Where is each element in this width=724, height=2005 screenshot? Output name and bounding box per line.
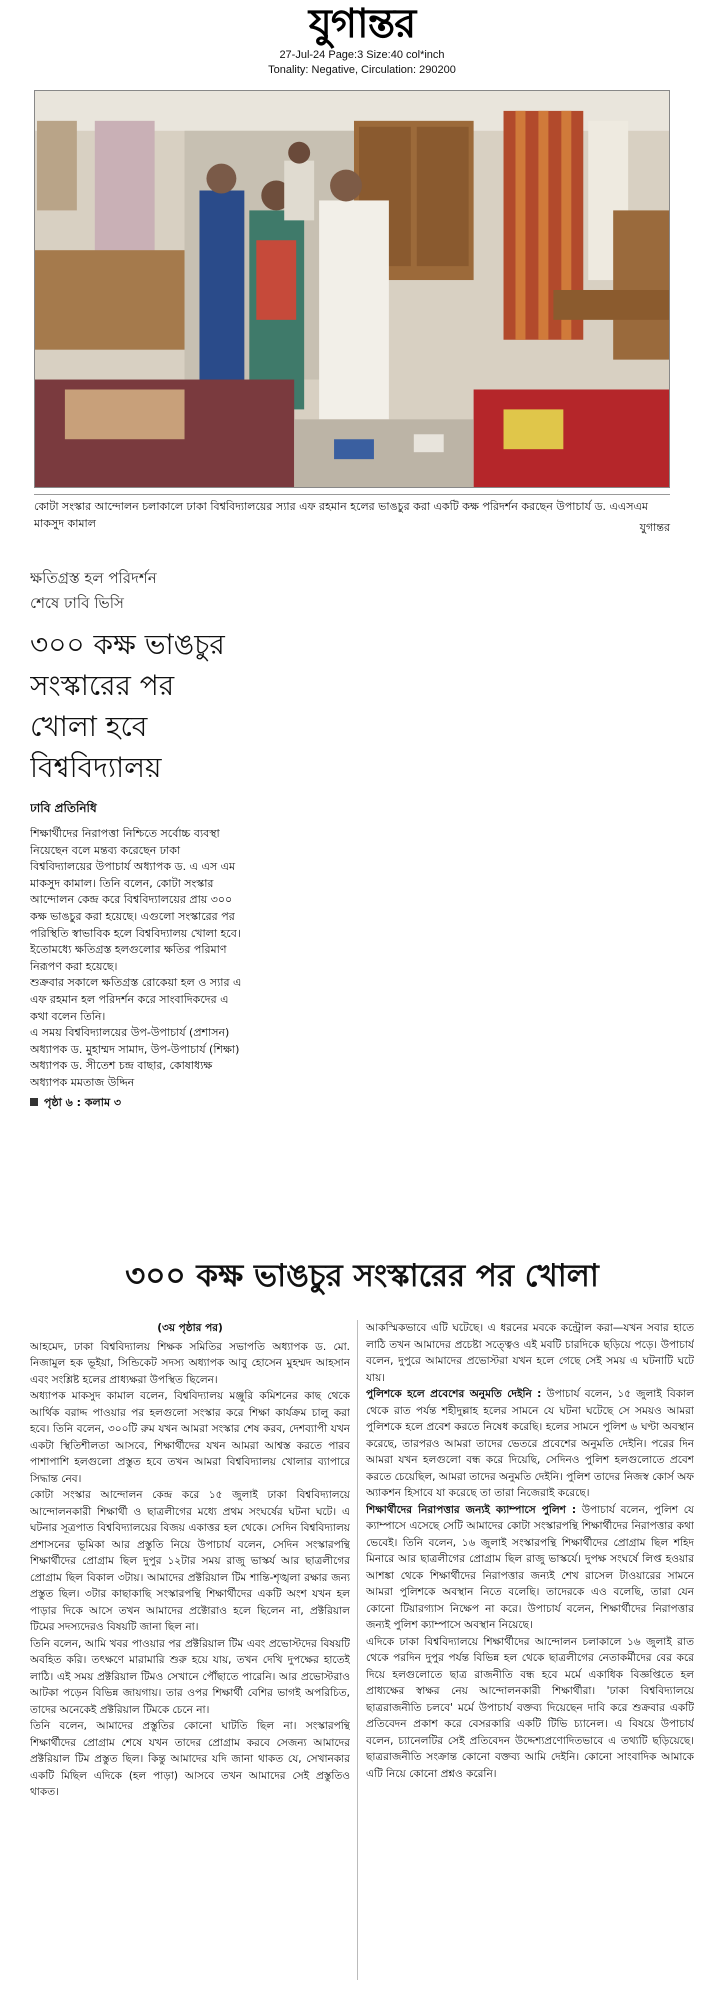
article-paragraph: আকস্মিকভাবে এটি ঘটেছে। এ ধরনের মবকে কন্ট্রোল করা—যখন সবার হাতে লাঠি তখন আমাদের প্রচেষ্টা সত্ত্বেও এই মবটি চারদিকে ছড়িয়ে পড়ে। উপাচার্য বলেন, দুপুরে আমাদের প্রভোস্টরা যখন হলে গেছে সেই সময় এ ঘটনাটি ঘটে যায়। bbox=[366, 1322, 694, 1384]
photo-caption bbox=[34, 494, 670, 546]
continuation-article bbox=[26, 1248, 698, 1998]
newspaper-logo: যুগান্তর bbox=[308, 0, 416, 47]
continued-from-ref: (৩য় পৃষ্ঠার পর) bbox=[157, 1322, 223, 1334]
article-paragraph: অধ্যাপক মাকসুদ কামাল বলেন, বিশ্ববিদ্যালয় মঞ্জুরি কমিশনের কাছ থেকে আর্থিক বরাদ্দ পাওয়ার পর হলগুলো সংস্কার করে শিক্ষা কার্যক্রম চালু করা হবে। তিনি বলেন, ৩০০টি রুম যখন আমরা সংস্কার শেষ করব, দেশব্যাপী যখন একটা স্থিতিশীলতা আসবে, শিক্ষার্থীদের যখন আমরা আশ্বস্ত করতে পারব পাশাপাশি হলগুলো প্রস্তুত হবে তখন আমরা বিশ্ববিদ্যালয় খোলার ব্যাপারে সিদ্ধান্ত নেব। bbox=[30, 1390, 350, 1485]
article-paragraph: এ সময় বিশ্ববিদ্যালয়ের উপ-উপাচার্য (প্রশাসন) অধ্যাপক ড. মুহাম্মদ সামাদ, উপ-উপাচার্য (শিক্ষা) অধ্যাপক ড. সীতেশ চন্দ্র বাছার, কোষাধ্যক্ষ অধ্যাপক মমতাজ উদ্দিন bbox=[30, 1026, 240, 1089]
article-paragraph: শিক্ষার্থীদের নিরাপত্তা নিশ্চিতে সর্বোচ্চ ব্যবস্থা নিয়েছেন বলে মন্তব্য করেছেন ঢাকা বিশ্ববিদ্যালয়ের উপাচার্য অধ্যাপক ড. এ এস এম মাকসুদ কামাল। তিনি বলেন, কোটা সংস্কার আন্দোলন কেন্দ্র করে বিশ্ববিদ্যালয়ের প্রায় ৩০০ কক্ষ ভাঙচুর করা হয়েছে। এগুলো সংস্কারের পর পরিস্থিতি স্বাভাবিক হলে বিশ্ববিদ্যালয় খোলা হবে। ইতোমধ্যে ক্ষতিগ্রস্ত হলগুলোর ক্ষতির পরিমাণ নিরূপণ করা হয়েছে। bbox=[30, 827, 241, 973]
continued-on-jump bbox=[30, 1094, 242, 1113]
article-paragraph: কোটা সংস্কার আন্দোলন কেন্দ্র করে ১৫ জুলাই ঢাকা বিশ্ববিদ্যালয়ে আন্দোলনকারী শিক্ষার্থী ও ছাত্রলীগের মধ্যে প্রথম সংঘর্ষের ঘটনা ঘটে। এ ঘটনার সূত্রপাত বিশ্ববিদ্যালয়ের বিজয় একাত্তর হল থেকে। সেদিন বিশ্ববিদ্যালয় প্রশাসনের ভূমিকা আর প্রস্তুতি নিয়ে উপাচার্য বলেন, সেদিন সংস্কারপন্থি শিক্ষার্থীদের প্রোগ্রাম ছিল দুপুর ১২টার সময় রাজু ভাস্কর্য আর ছাত্রলীগের প্রোগ্রাম ছিল বিকাল ৩টায়। আমাদের প্রক্টরিয়াল টিম শান্তি-শৃঙ্খলা রক্ষার জন্য প্রস্তুত ছিল। ৩টার কাছাকাছি সংস্কারপন্থি শিক্ষার্থীদের একটি অংশ যখন হল পাড়ার দিকে আসে তখন আমাদের প্রক্টোরাও হলে ছিলেন না, প্রক্টরিয়াল টিমের সদস্যদেরও বিষয়টি জানা ছিল না। bbox=[30, 1489, 350, 1633]
article-paragraph: আহমেদ, ঢাকা বিশ্ববিদ্যালয় শিক্ষক সমিতির সভাপতি অধ্যাপক ড. মো. নিজামুল হক ভূইয়া, সিন্ডিকেট সদস্য অধ্যাপক আবু হোসেন মুহম্মদ আহসান এবং সংশ্লিষ্ট হলের প্রাধ্যক্ষরা উপস্থিত ছিলেন। bbox=[30, 1340, 350, 1386]
news-photo bbox=[34, 90, 670, 488]
continuation-title: ৩০০ কক্ষ ভাঙচুর সংস্কারের পর খোলা bbox=[125, 1258, 599, 1294]
article-paragraph: শুক্রবার সকালে ক্ষতিগ্রস্ত রোকেয়া হল ও স্যার এ এফ রহমান হল পরিদর্শন করে সাংবাদিকদের এ কথা বলেন তিনি। bbox=[30, 976, 242, 1023]
column-divider bbox=[357, 1320, 358, 1980]
paragraph-text: উপাচার্য বলেন, ১৫ জুলাই বিকাল থেকে রাত পর্যন্ত শহীদুল্লাহ হলের সামনে যে ঘটনা ঘটেছে সে সময়ও আমরা পুলিশকে হলে প্রবেশ করতে নিষেধ করেছি। হলের সামনে পুলিশ ৬ ঘণ্টা অবস্থান করেছে, তারপরও আমরা তাদের ভেতরে প্রবেশের অনুমতি দেইনি। পরের দিন আমরা যখন হলগুলো বন্ধ করে দিয়েছি, সেদিনও পুলিশ হলগুলোতে প্রবেশ করতে চেয়েছিল, আমরা তাদের অনুমতি দেইনি। পুলিশ তাদের নিজস্ব কোর্স অফ অ্যাকশন হিসাবে যা করেছে তা তারা নিজেরাই করেছে। bbox=[366, 1388, 694, 1499]
article-byline: ঢাবি প্রতিনিধি bbox=[30, 801, 97, 815]
subheading: পুলিশকে হলে প্রবেশের অনুমতি দেইনি : bbox=[366, 1388, 542, 1400]
article-paragraph bbox=[366, 1502, 694, 1634]
article-body bbox=[30, 826, 242, 1092]
clipping-meta-date: 27-Jul-24 Page:3 Size:40 col*inch bbox=[279, 49, 445, 61]
article-kicker-line2: শেষে ঢাবি ভিসি bbox=[30, 594, 124, 612]
paragraph-text: উপাচার্য বলেন, পুলিশ যে ক্যাম্পাসে এসেছে সেটি আমাদের কোটা সংস্কারপন্থি শিক্ষার্থীদের নিরাপত্তার কথা ভেবেই। তিনি বলেন, ১৬ জুলাই সংস্কারপন্থি শিক্ষার্থীদের প্রোগ্রাম ছিল শহিদ মিনারে আর ছাত্রলীগের প্রোগ্রাম ছিল রাজু ভাস্কর্যে। দুপক্ষ সংঘর্ষে লিপ্ত হওয়ার আশঙ্কা থেকে শিক্ষার্থীদের নিরাপত্তার জন্যই শেখ রাসেল টাওয়ারের সামনে আমরা পুলিশকে অবস্থান নিতে বলেছি। তাদেরকে এও বলেছি, তারা যেন কোনো টিয়ারগ্যাস নিক্ষেপ না করে। উপাচার্য বলেন, শিক্ষার্থীদের নিরাপত্তার জন্যই পুলিশ ক্যাম্পাসে অবস্থান নিয়েছে। bbox=[366, 1503, 694, 1631]
square-bullet-icon bbox=[30, 1098, 38, 1106]
front-article bbox=[30, 566, 242, 1226]
masthead bbox=[0, 0, 724, 84]
article-paragraph: তিনি বলেন, আমি খবর পাওয়ার পর প্রক্টরিয়াল টিম এবং প্রভোস্টদের বিষয়টি অবহিত করি। তৎক্ষণে মারামারি শুরু হয়ে যায়, তখন দেখি দুপক্ষের হাতেই লাঠি। এই সময় প্রক্টরিয়াল টিমও সেখানে পৌঁছাতে পারেনি। আর প্রভোস্টরাও আটকা পড়েন বিভিন্ন জায়গায়। তার ওপর শিক্ষার্থী বেশির ভাগই অপরিচিত, তাদের অনেকেই প্রক্টরিয়াল টিমকে চেনে না। bbox=[30, 1637, 350, 1716]
article-kicker-line1: ক্ষতিগ্রস্ত হল পরিদর্শন bbox=[30, 569, 157, 587]
column-right bbox=[366, 1320, 694, 1990]
article-paragraph bbox=[366, 1386, 694, 1502]
subheading: শিক্ষার্থীদের নিরাপত্তার জন্যই ক্যাম্পাসে পুলিশ : bbox=[366, 1503, 577, 1516]
clipping-meta-tonality: Tonality: Negative, Circulation: 290200 bbox=[268, 64, 456, 76]
column-left bbox=[30, 1320, 350, 1990]
article-headline: ৩০০ কক্ষ ভাঙচুর সংস্কারের পর খোলা হবে বিশ্ববিদ্যালয় bbox=[30, 628, 225, 784]
jump-text: পৃষ্ঠা ৬ : কলাম ৩ bbox=[44, 1095, 122, 1109]
photo-caption-text: কোটা সংস্কার আন্দোলন চলাকালে ঢাকা বিশ্ববিদ্যালয়ের স্যার এফ রহমান হলের ভাঙচুর করা একটি কক্ষ পরিদর্শন করছেন উপাচার্য ড. এএসএম মাকসুদ কামাল bbox=[34, 500, 649, 530]
article-paragraph: এদিকে ঢাকা বিশ্ববিদ্যালয়ে শিক্ষার্থীদের আন্দোলন চলাকালে ১৬ জুলাই রাত থেকে পরদিন দুপুর পর্যন্ত বিভিন্ন হল থেকে ছাত্রলীগের নেতাকর্মীদের বের করে দিয়ে হলগুলোতে ছাত্র রাজনীতি বন্ধ হবে মর্মে একাধিক বিজ্ঞপ্তিতে হল প্রাধ্যক্ষের স্বাক্ষর নেয় আন্দোলনকারী শিক্ষার্থীরা। 'ঢাকা বিশ্ববিদ্যালয়ে ছাত্ররাজনীতি চলবে' মর্মে উপাচার্য বক্তব্য দিয়েছেন দাবি করে শুক্রবার একটি প্রতিবেদন প্রকাশ করে বেসরকারি একটি টিভি চ্যানেল। এ বিষয়ে উপাচার্য বলেন, চ্যানেলটির সেই প্রতিবেদন উদ্দেশ্যপ্রণোদিতভাবে এ তথ্যটি ছড়িয়েছে। ছাত্ররাজনীতি সংক্রান্ত কোনো বক্তব্য আমি দেইনি। কোনো সাংবাদিক আমাকে এটি নিয়ে কোনো প্রশ্নও করেনি। bbox=[366, 1635, 694, 1780]
continuation-columns bbox=[26, 1320, 698, 1990]
photo-credit: যুগান্তর bbox=[639, 521, 670, 534]
article-paragraph: তিনি বলেন, আমাদের প্রস্তুতির কোনো ঘাটতি ছিল না। সংস্কারপন্থি শিক্ষার্থীদের প্রোগ্রাম শেষে যখন তাদের প্রোগ্রাম করবে সেজন্য আমাদের প্রক্টরিয়াল টিম প্রস্তুত ছিল। কিন্তু আমাদের যদি জানা থাকত যে, সেখানকার একটি মিছিল এদিকে (হল পাড়া) আসবে তখন আমাদের সেই প্রস্তুতিও থাকত। bbox=[30, 1720, 350, 1798]
news-photo-image bbox=[35, 91, 669, 487]
